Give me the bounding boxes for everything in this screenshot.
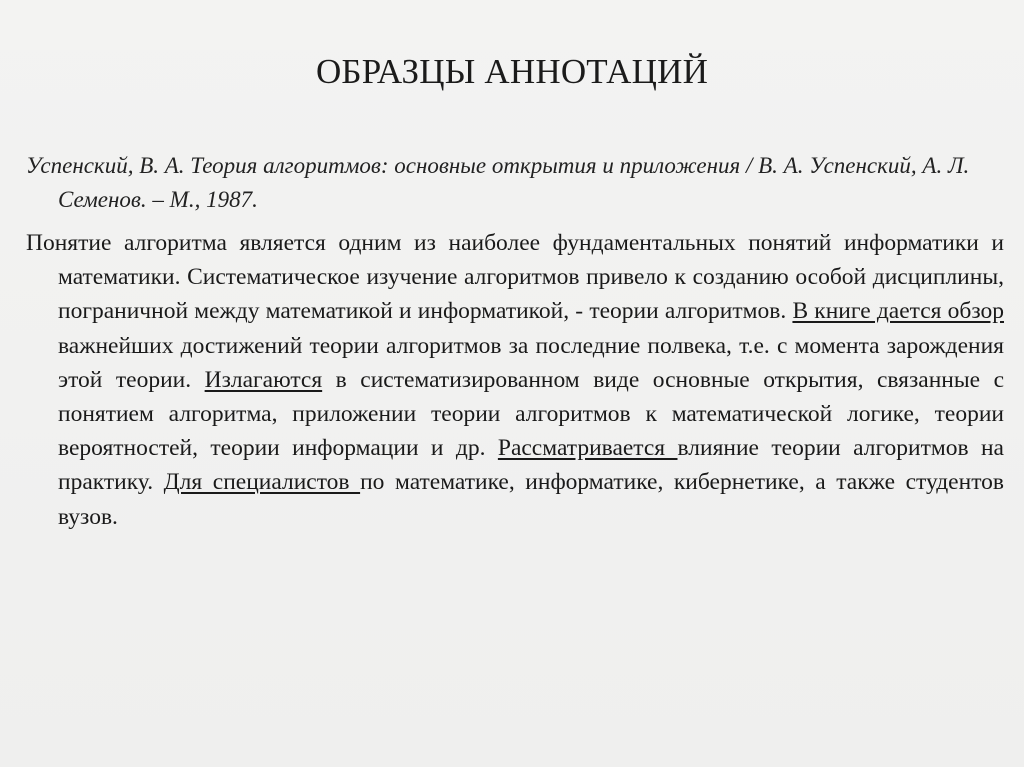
annotation-segment-2: важнейших достижений теории алгоритмов за последние полвека, т.е. с момента зарождения этой теории. (58, 332, 1004, 393)
annotation-text (26, 226, 1004, 534)
annotation-segment-5: по математике, информатике, кибернетике, а также студентов вузов. (58, 469, 1004, 530)
slide-title: ОБРАЗЦЫ АННОТАЦИЙ (315, 52, 709, 91)
underlined-phrase-book-overview: В книге дается обзор (792, 298, 1004, 325)
annotation-segment-1: Понятие алгоритма является одним из наиболее фундаментальных понятий информатики и математики. Систематическое изучение алгоритмов привело к созданию особой дисциплины, пограничной между математикой и информатикой, - теории алгоритмов. (26, 230, 1004, 325)
bibliographic-citation: Успенский, В. А. Теория алгоритмов: основные открытия и приложения / В. А. Успенский, А. Л. Семенов. – М., 1987. (26, 153, 970, 212)
underlined-phrase-for-specialists: Для специалистов (163, 469, 361, 496)
underlined-phrase-considered: Рассматривается (497, 435, 678, 462)
annotation-segment-3: в систематизированном виде основные открытия, связанные с понятием алгоритма, приложении теории алгоритмов к математической логике, теории вероятностей, теории информации и др. (58, 366, 1004, 462)
underlined-phrase-presented: Излагаются (204, 366, 323, 393)
annotation-segment-4: влияние теории алгоритмов на практику. (58, 435, 1004, 496)
